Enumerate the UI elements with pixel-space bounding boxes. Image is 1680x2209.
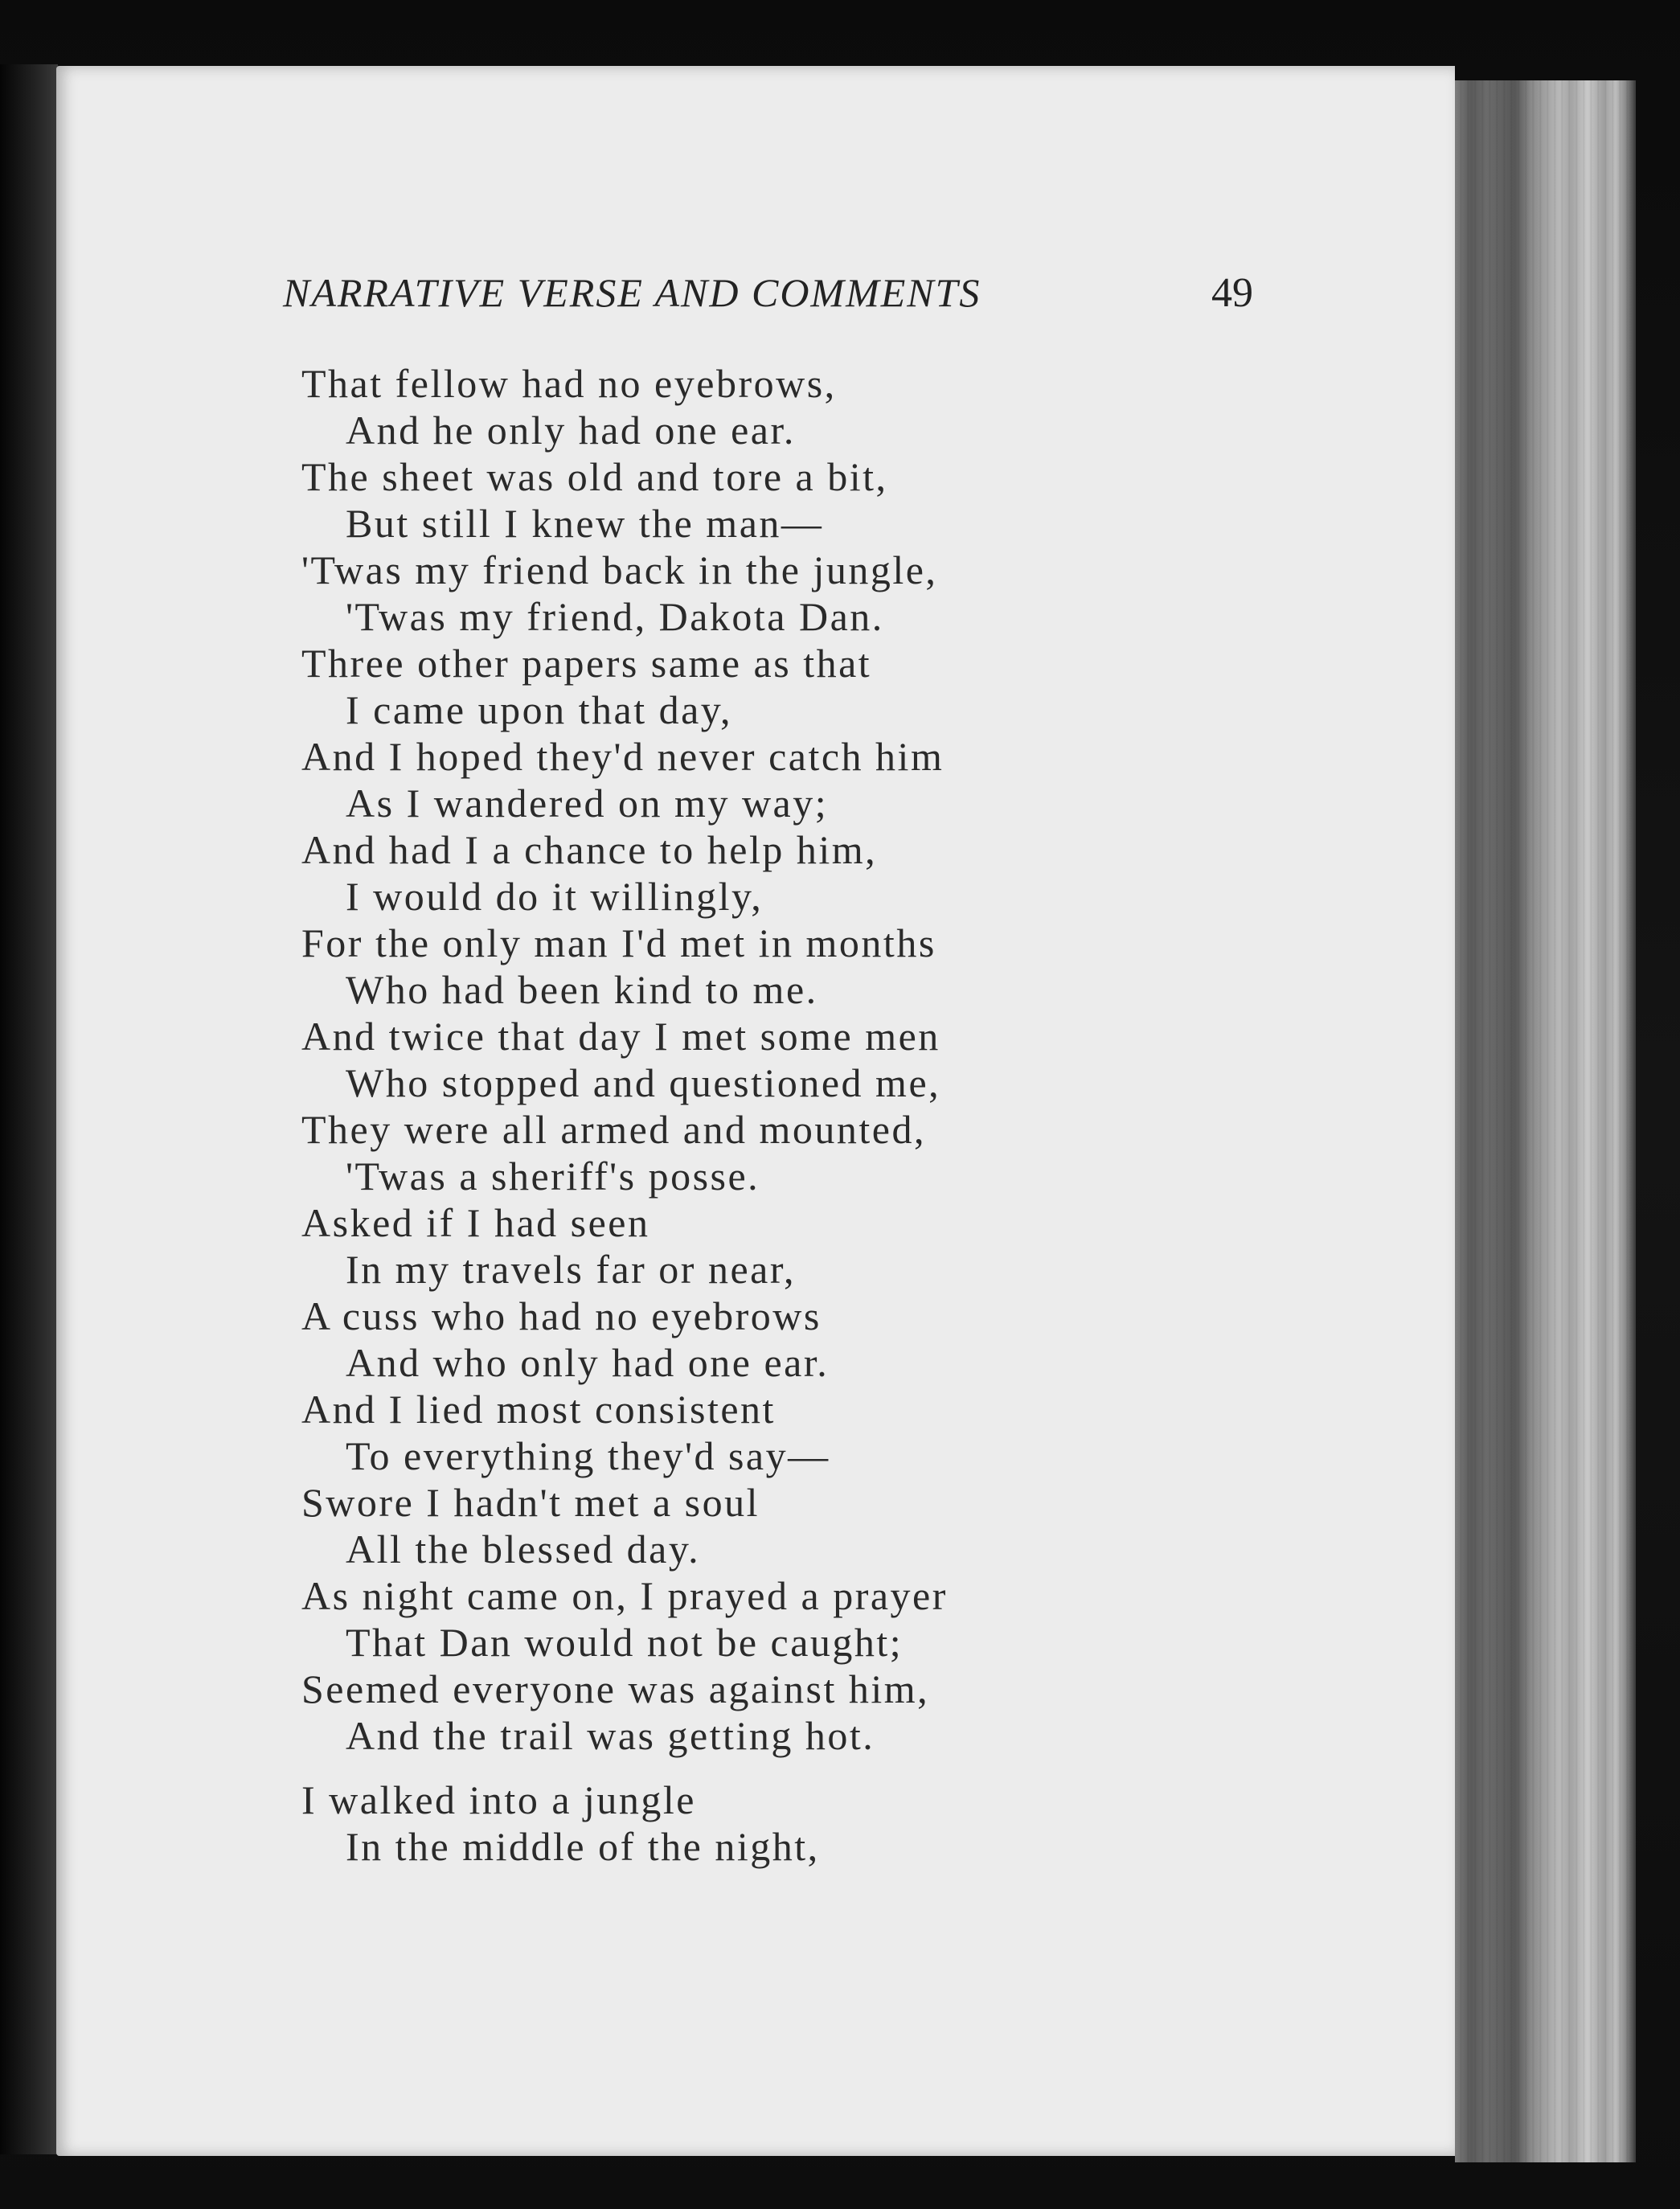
- poem-line: I would do it willingly,: [346, 874, 764, 919]
- poem-line: And who only had one ear.: [346, 1340, 830, 1385]
- poem-line: 'Twas my friend, Dakota Dan.: [346, 594, 884, 639]
- poem-line: They were all armed and mounted,: [301, 1107, 926, 1152]
- poem-line: And had I a chance to help him,: [301, 827, 878, 872]
- poem-line: And the trail was getting hot.: [346, 1713, 875, 1758]
- poem-line: That Dan would not be caught;: [346, 1620, 904, 1665]
- poem-line: As night came on, I prayed a prayer: [301, 1573, 948, 1618]
- poem-line: Who stopped and questioned me,: [346, 1060, 941, 1105]
- poem-line: And I hoped they'd never catch him: [301, 734, 944, 779]
- page-number: 49: [1211, 270, 1253, 316]
- poem-line: Who had been kind to me.: [346, 967, 818, 1012]
- poem-line: And I lied most consistent: [301, 1387, 776, 1432]
- poem-line: And twice that day I met some men: [301, 1014, 940, 1059]
- poem-line: I came upon that day,: [346, 687, 733, 732]
- poem-line: 'Twas a sheriff's posse.: [346, 1154, 760, 1199]
- poem-line: For the only man I'd met in months: [301, 920, 936, 965]
- book-left-edge: [0, 64, 58, 2154]
- poem-line: Three other papers same as that: [301, 641, 872, 686]
- poem-line: I walked into a jungle: [301, 1777, 696, 1822]
- poem-body: [301, 360, 1145, 1870]
- poem-line: To everything they'd say—: [346, 1433, 830, 1478]
- poem-line: Seemed everyone was against him,: [301, 1666, 930, 1711]
- poem-line: That fellow had no eyebrows,: [301, 361, 837, 406]
- poem-line: 'Twas my friend back in the jungle,: [301, 547, 938, 592]
- poem-line: In the middle of the night,: [346, 1824, 820, 1869]
- poem-line: A cuss who had no eyebrows: [301, 1293, 822, 1338]
- stanza-break: [301, 1759, 1145, 1777]
- poem-line: And he only had one ear.: [346, 408, 796, 453]
- poem-line: As I wandered on my way;: [346, 781, 829, 826]
- page-edges-texture: [1455, 80, 1636, 2162]
- poem-line: Swore I hadn't met a soul: [301, 1480, 760, 1525]
- poem-line: Asked if I had seen: [301, 1200, 650, 1245]
- poem-line: All the blessed day.: [346, 1527, 701, 1572]
- running-title: NARRATIVE VERSE AND COMMENTS: [283, 270, 981, 315]
- poem-line: But still I knew the man—: [346, 501, 824, 546]
- poem-stanza: [301, 360, 1145, 1759]
- poem-line: In my travels far or near,: [346, 1247, 796, 1292]
- poem-line: The sheet was old and tore a bit,: [301, 454, 888, 499]
- running-head: [283, 269, 1264, 334]
- poem-stanza: [301, 1777, 1145, 1870]
